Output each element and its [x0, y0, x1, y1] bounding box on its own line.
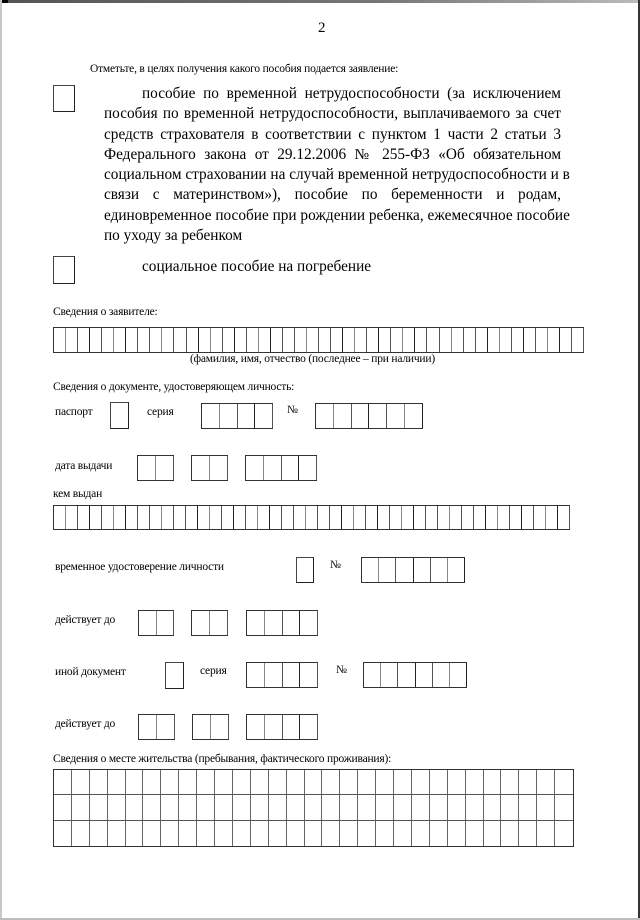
- character-cell[interactable]: [270, 506, 282, 529]
- residence-character-cell[interactable]: [322, 770, 340, 795]
- character-cell[interactable]: [192, 456, 210, 480]
- character-cell[interactable]: [450, 663, 467, 687]
- character-cell[interactable]: [354, 506, 366, 529]
- residence-character-cell[interactable]: [54, 821, 72, 846]
- residence-address-grid[interactable]: [53, 769, 574, 847]
- passport-series-field[interactable]: [201, 403, 273, 429]
- passport-series-label: серия: [147, 406, 174, 418]
- character-cell[interactable]: [387, 404, 405, 428]
- character-cell[interactable]: [114, 506, 126, 529]
- residence-character-cell[interactable]: [519, 795, 537, 820]
- character-cell[interactable]: [362, 558, 379, 582]
- residence-character-cell[interactable]: [537, 795, 555, 820]
- residence-character-cell[interactable]: [430, 821, 448, 846]
- character-cell[interactable]: [283, 715, 301, 739]
- other-document-series-label: серия: [200, 665, 227, 677]
- character-cell[interactable]: [390, 506, 402, 529]
- character-cell[interactable]: [78, 328, 90, 352]
- character-cell[interactable]: [139, 715, 157, 739]
- residence-character-cell[interactable]: [90, 821, 108, 846]
- character-cell[interactable]: [536, 328, 548, 352]
- character-cell[interactable]: [192, 611, 210, 635]
- character-cell[interactable]: [427, 328, 439, 352]
- character-cell[interactable]: [462, 506, 474, 529]
- residence-character-cell[interactable]: [501, 821, 519, 846]
- other-valid-until-day-field[interactable]: [138, 714, 175, 740]
- passport-number-field[interactable]: [315, 403, 423, 429]
- character-cell[interactable]: [331, 328, 343, 352]
- residence-section-title: Сведения о месте жительства (пребывания, фактического проживания):: [53, 753, 392, 765]
- issued-by-field[interactable]: [53, 505, 570, 530]
- other-document-label: иной документ: [55, 666, 126, 678]
- character-cell[interactable]: [510, 506, 522, 529]
- character-cell[interactable]: [126, 328, 138, 352]
- residence-character-cell[interactable]: [197, 821, 215, 846]
- residence-character-cell[interactable]: [143, 795, 161, 820]
- residence-character-cell[interactable]: [340, 821, 358, 846]
- residence-character-cell[interactable]: [466, 770, 484, 795]
- residence-character-cell[interactable]: [108, 795, 126, 820]
- character-cell[interactable]: [283, 663, 301, 687]
- character-cell[interactable]: [222, 506, 234, 529]
- residence-character-cell[interactable]: [466, 821, 484, 846]
- character-cell[interactable]: [398, 663, 415, 687]
- residence-character-cell[interactable]: [54, 770, 72, 795]
- passport-number-label: №: [287, 404, 298, 416]
- character-cell[interactable]: [369, 404, 387, 428]
- character-cell[interactable]: [210, 506, 222, 529]
- character-cell[interactable]: [162, 506, 174, 529]
- other-document-series-field[interactable]: [246, 662, 318, 688]
- residence-character-cell[interactable]: [519, 821, 537, 846]
- benefit-option-funeral-label: социальное пособие на погребение: [142, 258, 372, 275]
- character-cell[interactable]: [138, 328, 150, 352]
- character-cell[interactable]: [402, 506, 414, 529]
- character-cell[interactable]: [448, 558, 465, 582]
- issue-date-year-field[interactable]: [245, 455, 317, 481]
- character-cell[interactable]: [307, 328, 319, 352]
- character-cell[interactable]: [199, 328, 211, 352]
- character-cell[interactable]: [162, 328, 174, 352]
- residence-character-cell[interactable]: [412, 821, 430, 846]
- character-cell[interactable]: [234, 506, 246, 529]
- issue-date-day-field[interactable]: [137, 455, 174, 481]
- residence-character-cell[interactable]: [197, 795, 215, 820]
- character-cell[interactable]: [102, 328, 114, 352]
- character-cell[interactable]: [235, 328, 247, 352]
- residence-character-cell[interactable]: [126, 821, 144, 846]
- character-cell[interactable]: [391, 328, 403, 352]
- character-cell[interactable]: [202, 404, 220, 428]
- character-cell[interactable]: [295, 328, 307, 352]
- residence-character-cell[interactable]: [72, 821, 90, 846]
- character-cell[interactable]: [431, 558, 448, 582]
- character-cell[interactable]: [378, 506, 390, 529]
- character-cell[interactable]: [238, 404, 256, 428]
- residence-character-cell[interactable]: [448, 770, 466, 795]
- benefit-option-text-line: средств страхователя в соответствии с пунктом 1 части 2 статьи 3: [104, 125, 561, 143]
- residence-character-cell[interactable]: [305, 795, 323, 820]
- character-cell[interactable]: [174, 328, 186, 352]
- character-cell[interactable]: [522, 506, 534, 529]
- character-cell[interactable]: [512, 328, 524, 352]
- character-cell[interactable]: [157, 611, 175, 635]
- residence-character-cell[interactable]: [287, 795, 305, 820]
- residence-character-cell[interactable]: [430, 795, 448, 820]
- benefit-option-funeral-checkbox[interactable]: [53, 256, 75, 284]
- residence-character-cell[interactable]: [72, 795, 90, 820]
- character-cell[interactable]: [438, 506, 450, 529]
- residence-character-cell[interactable]: [161, 770, 179, 795]
- page-frame-left: [0, 0, 2, 920]
- residence-character-cell[interactable]: [126, 795, 144, 820]
- page-number: 2: [318, 20, 326, 36]
- residence-character-cell[interactable]: [501, 770, 519, 795]
- character-cell[interactable]: [414, 558, 431, 582]
- residence-character-cell[interactable]: [484, 795, 502, 820]
- residence-character-cell[interactable]: [251, 821, 269, 846]
- passport-label: паспорт: [55, 406, 93, 418]
- character-cell[interactable]: [210, 456, 228, 480]
- residence-character-cell[interactable]: [448, 795, 466, 820]
- residence-character-cell[interactable]: [72, 770, 90, 795]
- character-cell[interactable]: [246, 456, 264, 480]
- residence-character-cell[interactable]: [179, 770, 197, 795]
- residence-character-cell[interactable]: [340, 770, 358, 795]
- character-cell[interactable]: [186, 506, 198, 529]
- residence-character-cell[interactable]: [108, 821, 126, 846]
- character-cell[interactable]: [258, 506, 270, 529]
- residence-character-cell[interactable]: [287, 770, 305, 795]
- character-cell[interactable]: [486, 506, 498, 529]
- residence-character-cell[interactable]: [179, 795, 197, 820]
- character-cell[interactable]: [367, 328, 379, 352]
- residence-character-cell[interactable]: [251, 770, 269, 795]
- character-cell[interactable]: [102, 506, 114, 529]
- character-cell[interactable]: [355, 328, 367, 352]
- residence-character-cell[interactable]: [412, 795, 430, 820]
- residence-character-cell[interactable]: [376, 795, 394, 820]
- character-cell[interactable]: [211, 715, 229, 739]
- residence-character-cell[interactable]: [215, 770, 233, 795]
- residence-character-cell[interactable]: [305, 770, 323, 795]
- character-cell[interactable]: [405, 404, 423, 428]
- character-cell[interactable]: [246, 506, 258, 529]
- residence-character-cell[interactable]: [358, 770, 376, 795]
- character-cell[interactable]: [211, 328, 223, 352]
- character-cell[interactable]: [364, 663, 381, 687]
- benefit-option-temporary-disability-checkbox[interactable]: [53, 85, 75, 112]
- character-cell[interactable]: [90, 328, 102, 352]
- character-cell[interactable]: [90, 506, 102, 529]
- residence-character-cell[interactable]: [448, 821, 466, 846]
- other-valid-until-label: действует до: [55, 718, 116, 730]
- character-cell[interactable]: [247, 611, 265, 635]
- character-cell[interactable]: [255, 404, 273, 428]
- temporary-id-number-label: №: [330, 559, 341, 571]
- other-valid-until-year-field[interactable]: [246, 714, 318, 740]
- passport-checkbox[interactable]: [110, 402, 129, 429]
- residence-character-cell[interactable]: [484, 770, 502, 795]
- character-cell[interactable]: [66, 506, 78, 529]
- residence-character-cell[interactable]: [305, 821, 323, 846]
- residence-character-cell[interactable]: [161, 795, 179, 820]
- residence-character-cell[interactable]: [161, 821, 179, 846]
- residence-character-cell[interactable]: [322, 821, 340, 846]
- residence-character-cell[interactable]: [394, 770, 412, 795]
- character-cell[interactable]: [294, 506, 306, 529]
- residence-character-cell[interactable]: [90, 770, 108, 795]
- character-cell[interactable]: [282, 456, 300, 480]
- residence-character-cell[interactable]: [394, 795, 412, 820]
- character-cell[interactable]: [500, 328, 512, 352]
- residence-character-cell[interactable]: [215, 795, 233, 820]
- residence-character-cell[interactable]: [287, 821, 305, 846]
- character-cell[interactable]: [283, 328, 295, 352]
- residence-character-cell[interactable]: [340, 795, 358, 820]
- character-cell[interactable]: [247, 663, 265, 687]
- character-cell[interactable]: [282, 506, 294, 529]
- residence-character-cell[interactable]: [555, 770, 573, 795]
- temporary-id-number-field[interactable]: [361, 557, 465, 583]
- temporary-id-checkbox[interactable]: [296, 557, 314, 583]
- character-cell[interactable]: [247, 715, 265, 739]
- residence-character-cell[interactable]: [501, 795, 519, 820]
- residence-character-cell[interactable]: [269, 770, 287, 795]
- character-cell[interactable]: [150, 328, 162, 352]
- residence-character-cell[interactable]: [376, 770, 394, 795]
- character-cell[interactable]: [342, 506, 354, 529]
- benefit-selection-prompt: Отметьте, в целях получения какого пособия подается заявление:: [90, 63, 399, 75]
- character-cell[interactable]: [66, 328, 78, 352]
- character-cell[interactable]: [572, 328, 584, 352]
- residence-character-cell[interactable]: [466, 795, 484, 820]
- character-cell[interactable]: [381, 663, 398, 687]
- character-cell[interactable]: [138, 506, 150, 529]
- character-cell[interactable]: [452, 328, 464, 352]
- character-cell[interactable]: [498, 506, 510, 529]
- character-cell[interactable]: [264, 456, 282, 480]
- character-cell[interactable]: [78, 506, 90, 529]
- applicant-section-title: Сведения о заявителе:: [53, 306, 158, 318]
- character-cell[interactable]: [396, 558, 413, 582]
- residence-character-cell[interactable]: [519, 770, 537, 795]
- benefit-option-text-line: социальном страховании на случай временной нетрудоспособности и в: [104, 166, 570, 184]
- character-cell[interactable]: [548, 328, 560, 352]
- residence-character-cell[interactable]: [484, 821, 502, 846]
- character-cell[interactable]: [415, 328, 427, 352]
- character-cell[interactable]: [330, 506, 342, 529]
- temporary-id-label: временное удостоверение личности: [55, 561, 224, 573]
- character-cell[interactable]: [306, 506, 318, 529]
- residence-character-cell[interactable]: [215, 821, 233, 846]
- character-cell[interactable]: [534, 506, 546, 529]
- benefit-option-text-line: пособие по временной нетрудоспособности (за исключением: [142, 85, 561, 102]
- residence-character-cell[interactable]: [269, 821, 287, 846]
- other-document-number-field[interactable]: [363, 662, 467, 688]
- character-cell[interactable]: [126, 506, 138, 529]
- residence-character-cell[interactable]: [54, 795, 72, 820]
- identity-document-section-title: Сведения о документе, удостоверяющем личность:: [53, 381, 295, 393]
- temporary-valid-until-month-field[interactable]: [191, 610, 228, 636]
- residence-character-cell[interactable]: [322, 795, 340, 820]
- character-cell[interactable]: [476, 328, 488, 352]
- residence-character-cell[interactable]: [376, 821, 394, 846]
- residence-character-cell[interactable]: [537, 821, 555, 846]
- character-cell[interactable]: [316, 404, 334, 428]
- character-cell[interactable]: [223, 328, 235, 352]
- temporary-valid-until-day-field[interactable]: [138, 610, 174, 636]
- character-cell[interactable]: [114, 328, 126, 352]
- character-cell[interactable]: [546, 506, 558, 529]
- character-cell[interactable]: [54, 506, 66, 529]
- character-cell[interactable]: [210, 611, 228, 635]
- applicant-name-caption: (фамилия, имя, отчество (последнее – при наличии): [190, 353, 435, 365]
- benefit-option-text-line: Федерального закона от 29.12.2006 № 255-ФЗ «Об обязательном: [104, 145, 561, 163]
- temporary-valid-until-label: действует до: [55, 614, 116, 626]
- other-valid-until-month-field[interactable]: [192, 714, 229, 740]
- character-cell[interactable]: [265, 715, 283, 739]
- residence-character-cell[interactable]: [233, 821, 251, 846]
- character-cell[interactable]: [247, 328, 259, 352]
- character-cell[interactable]: [464, 328, 476, 352]
- other-document-checkbox[interactable]: [165, 662, 184, 689]
- benefit-option-temporary-disability-text: [104, 84, 570, 246]
- character-cell[interactable]: [300, 715, 318, 739]
- character-cell[interactable]: [379, 558, 396, 582]
- character-cell[interactable]: [334, 404, 352, 428]
- character-cell[interactable]: [352, 404, 370, 428]
- residence-character-cell[interactable]: [251, 795, 269, 820]
- character-cell[interactable]: [474, 506, 486, 529]
- character-cell[interactable]: [283, 611, 301, 635]
- residence-character-cell[interactable]: [233, 770, 251, 795]
- character-cell[interactable]: [150, 506, 162, 529]
- residence-character-cell[interactable]: [430, 770, 448, 795]
- character-cell[interactable]: [414, 506, 426, 529]
- character-cell[interactable]: [366, 506, 378, 529]
- character-cell[interactable]: [379, 328, 391, 352]
- character-cell[interactable]: [198, 506, 210, 529]
- temporary-valid-until-year-field[interactable]: [246, 610, 318, 636]
- residence-character-cell[interactable]: [179, 821, 197, 846]
- residence-character-cell[interactable]: [358, 821, 376, 846]
- residence-character-cell[interactable]: [108, 770, 126, 795]
- character-cell[interactable]: [319, 328, 331, 352]
- character-cell[interactable]: [300, 663, 318, 687]
- character-cell[interactable]: [524, 328, 536, 352]
- issue-date-month-field[interactable]: [191, 455, 228, 481]
- character-cell[interactable]: [560, 328, 572, 352]
- residence-character-cell[interactable]: [412, 770, 430, 795]
- character-cell[interactable]: [450, 506, 462, 529]
- residence-character-cell[interactable]: [269, 795, 287, 820]
- character-cell[interactable]: [558, 506, 570, 529]
- benefit-option-text-line: единовременное пособие при рождении ребенка, ежемесячное пособие: [104, 206, 570, 224]
- character-cell[interactable]: [138, 456, 156, 480]
- benefit-option-text-line: связи с материнством»), пособие по беременности и родам,: [104, 186, 561, 204]
- character-cell[interactable]: [343, 328, 355, 352]
- other-document-number-label: №: [336, 664, 347, 676]
- character-cell[interactable]: [174, 506, 186, 529]
- residence-character-cell[interactable]: [90, 795, 108, 820]
- character-cell[interactable]: [259, 328, 271, 352]
- character-cell[interactable]: [271, 328, 283, 352]
- character-cell[interactable]: [433, 663, 450, 687]
- character-cell[interactable]: [488, 328, 500, 352]
- character-cell[interactable]: [157, 715, 175, 739]
- residence-character-cell[interactable]: [394, 821, 412, 846]
- residence-character-cell[interactable]: [197, 770, 215, 795]
- character-cell[interactable]: [193, 715, 211, 739]
- issue-date-label: дата выдачи: [55, 460, 113, 472]
- character-cell[interactable]: [318, 506, 330, 529]
- character-cell[interactable]: [426, 506, 438, 529]
- page-frame-top: [0, 0, 640, 3]
- character-cell[interactable]: [156, 456, 174, 480]
- benefit-option-text-line: пособия по временной нетрудоспособности, выплачиваемого за счет: [104, 105, 561, 123]
- character-cell[interactable]: [220, 404, 238, 428]
- character-cell[interactable]: [139, 611, 157, 635]
- residence-character-cell[interactable]: [555, 821, 573, 846]
- residence-character-cell[interactable]: [143, 821, 161, 846]
- character-cell[interactable]: [416, 663, 433, 687]
- applicant-full-name-field[interactable]: [53, 327, 584, 353]
- character-cell[interactable]: [265, 611, 283, 635]
- residence-character-cell[interactable]: [126, 770, 144, 795]
- character-cell[interactable]: [299, 456, 317, 480]
- benefit-option-text-line: по уходу за ребенком: [104, 227, 243, 245]
- character-cell[interactable]: [300, 611, 318, 635]
- residence-character-cell[interactable]: [537, 770, 555, 795]
- residence-character-cell[interactable]: [143, 770, 161, 795]
- residence-character-cell[interactable]: [358, 795, 376, 820]
- residence-character-cell[interactable]: [555, 795, 573, 820]
- character-cell[interactable]: [54, 328, 66, 352]
- character-cell[interactable]: [440, 328, 452, 352]
- character-cell[interactable]: [403, 328, 415, 352]
- character-cell[interactable]: [187, 328, 199, 352]
- issued-by-label: кем выдан: [53, 488, 103, 500]
- character-cell[interactable]: [265, 663, 283, 687]
- residence-character-cell[interactable]: [233, 795, 251, 820]
